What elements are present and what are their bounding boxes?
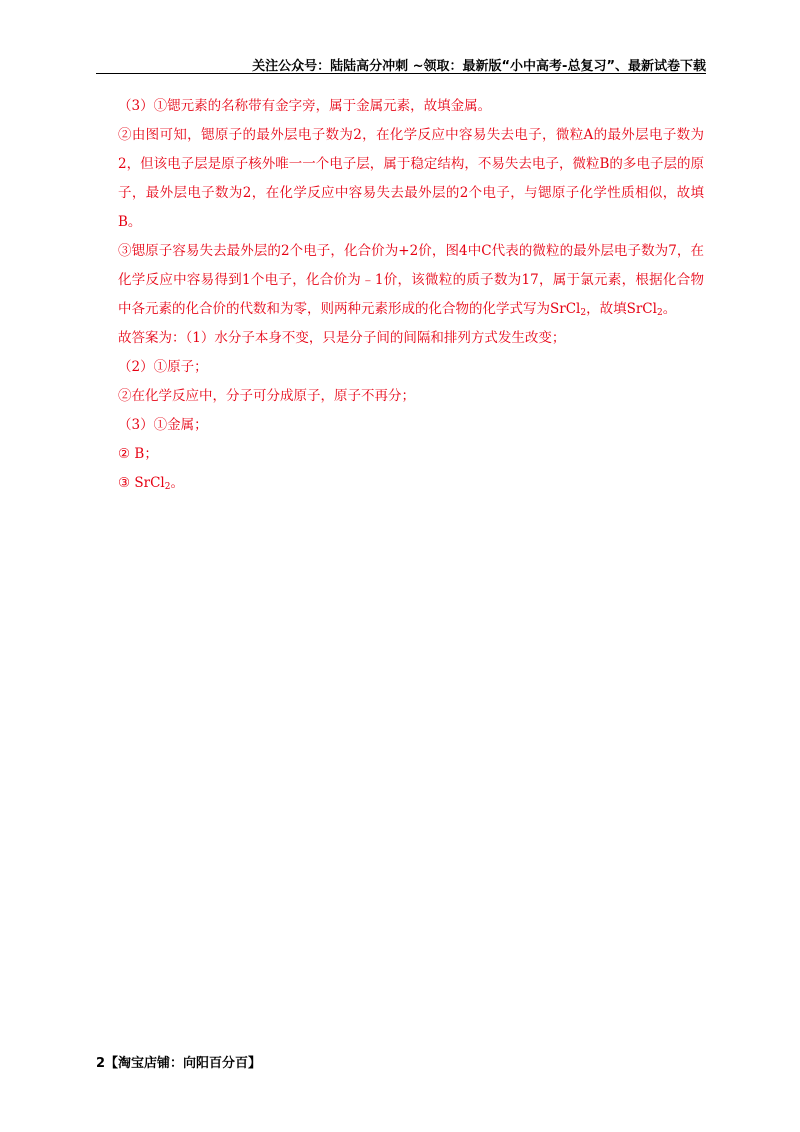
analysis-part3-item1: （3）①锶元素的名称带有金字旁，属于金属元素，故填金属。 <box>118 98 492 114</box>
subscript-2: 2 <box>580 308 587 318</box>
answer-line-4: （3）①金属； <box>118 417 208 433</box>
analysis-item3-end: 。 <box>662 301 677 317</box>
analysis-item3-text: ③锶原子容易失去最外层的2个电子，化合价为+2价，图4中C代表的微粒的最外层电子数为7，在化学反应中容易得到1个电子，化合价为﹣1价，该微粒的质子数为17，属于氯元素，根据化合物中各元素的化合价的代数和为零，则两种元素形成的化合物的化学式写为SrCl <box>118 243 704 317</box>
analysis-part3-item3 <box>118 237 704 324</box>
answer-line-3: ②在化学反应中，分子可分成原子，原子不再分； <box>118 388 415 404</box>
subscript-2: 2 <box>656 308 663 318</box>
answer-line-5: ② B； <box>118 446 158 462</box>
solution-content <box>118 92 704 498</box>
subscript-2: 2 <box>164 482 171 492</box>
answer-line-6 <box>118 469 704 498</box>
answer-line-1: 故答案为：（1）水分子本身不变，只是分子间的间隔和排列方式发生改变； <box>118 330 566 346</box>
answer-line-6-text: ③ SrCl <box>118 475 165 491</box>
header-rule <box>96 73 706 74</box>
analysis-item3-tail: ，故填SrCl <box>586 301 657 317</box>
answer-line-2: （2）①原子； <box>118 359 208 375</box>
page-header: 关注公众号：陆陆高分冲刺 ~领取：最新版“小中高考-总复习”、最新试卷下载 <box>252 59 706 74</box>
page-footer: 2【淘宝店铺：向阳百分百】 <box>96 1056 262 1071</box>
analysis-part3-item2: ②由图可知，锶原子的最外层电子数为2，在化学反应中容易失去电子，微粒A的最外层电子数为2，但该电子层是原子核外唯一一个电子层，属于稳定结构，不易失去电子，微粒B的多电子层的原子，最外层电子数为2，在化学反应中容易失去最外层的2个电子，与锶原子化学性质相似，故填B。 <box>118 127 704 230</box>
answer-line-6-end: 。 <box>170 475 184 491</box>
